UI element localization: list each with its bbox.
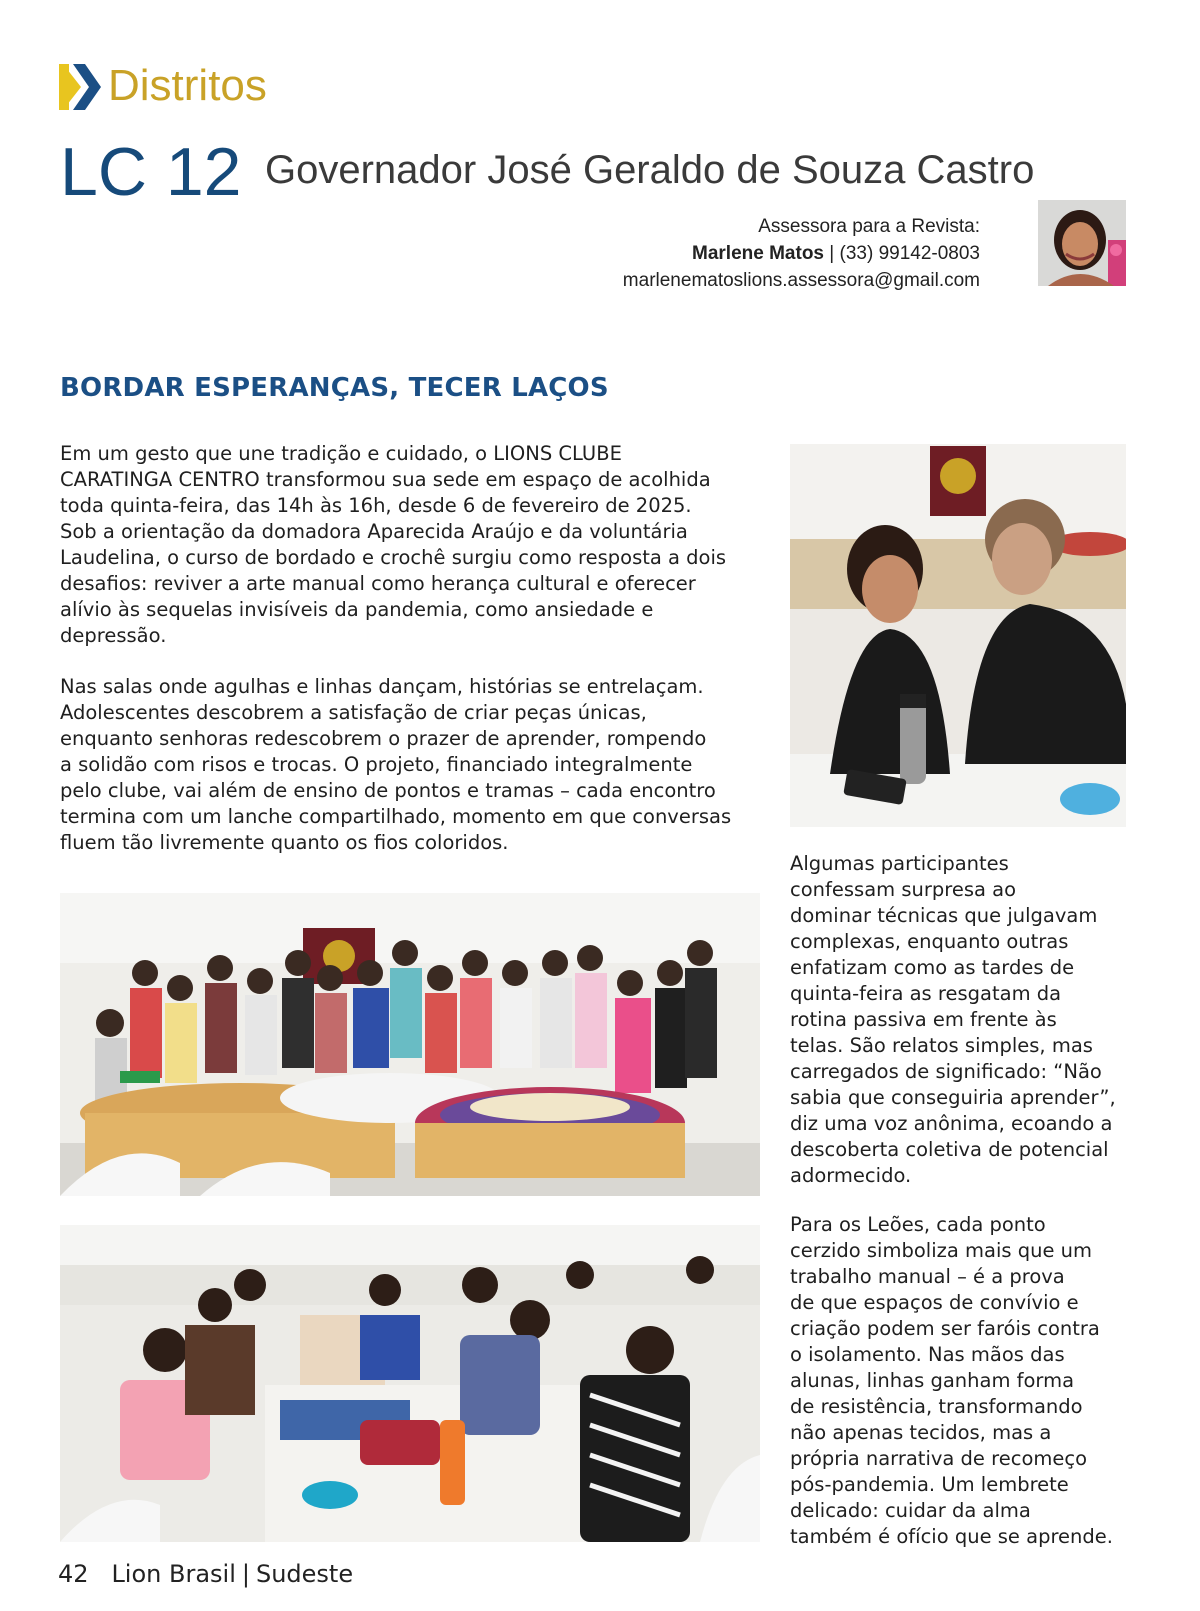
text-line: alunas, linhas ganham forma — [790, 1369, 1075, 1392]
magazine-region: Sudeste — [255, 1560, 354, 1588]
advisor-name-phone: Marlene Matos | (33) 99142-0803 — [692, 243, 980, 264]
text-line: pós-pandemia. Um lembrete — [790, 1473, 1069, 1496]
text-line: criação podem ser faróis contra — [790, 1317, 1100, 1340]
text-line: dominar técnicas que julgavam — [790, 904, 1098, 927]
paragraph-1 — [60, 441, 726, 649]
paragraph-3 — [790, 851, 1116, 1189]
text-line: complexas, enquanto outras — [790, 930, 1069, 953]
photo-crochet-pair — [790, 444, 1126, 827]
advisor-phone: (33) 99142-0803 — [839, 243, 980, 264]
paragraph-4 — [790, 1212, 1113, 1550]
double-chevron-right-icon — [59, 64, 101, 110]
text-line: Algumas participantes — [790, 852, 1009, 875]
section-title: Distritos — [108, 61, 267, 110]
text-line: Em um gesto que une tradição e cuidado, o LIONS CLUBE — [60, 442, 622, 465]
advisor-contact — [623, 213, 980, 294]
text-line: de que espaços de convívio e — [790, 1291, 1079, 1314]
text-line: depressão. — [60, 624, 167, 647]
text-line: quinta-feira as resgatam da — [790, 982, 1062, 1005]
page-footer: 42 Lion Brasil | Sudeste — [58, 1560, 354, 1588]
photo-group — [60, 893, 760, 1196]
text-line: a solidão com risos e trocas. O projeto, financiado integralmente — [60, 753, 693, 776]
text-line: enquanto senhoras redescobrem o prazer de aprender, rompendo — [60, 727, 707, 750]
text-line: de resistência, transformando — [790, 1395, 1083, 1418]
district-code: LC 12 — [60, 134, 242, 210]
text-line: delicado: cuidar da alma — [790, 1499, 1031, 1522]
text-line: Laudelina, o curso de bordado e crochê surgiu como resposta a dois — [60, 546, 727, 569]
advisor-photo — [1038, 200, 1126, 286]
page-number: 42 — [58, 1560, 89, 1588]
text-line: própria narrativa de recomeço — [790, 1447, 1088, 1470]
advisor-email[interactable]: marlenematoslions.assessora@gmail.com — [622, 270, 980, 291]
text-line: confessam surpresa ao — [790, 878, 1017, 901]
text-line: trabalho manual – é a prova — [790, 1265, 1065, 1288]
text-line: rotina passiva em frente às — [790, 1008, 1057, 1031]
text-line: diz uma voz anônima, ecoando a — [790, 1112, 1113, 1135]
text-line: toda quinta-feira, das 14h às 16h, desde 6 de fevereiro de 2025. — [60, 494, 692, 517]
text-line: Sob a orientação da domadora Aparecida Araújo e da voluntária — [60, 520, 688, 543]
text-line: cerzido simboliza mais que um — [790, 1239, 1093, 1262]
text-line: também é ofício que se aprende. — [790, 1525, 1113, 1548]
text-line: pelo clube, vai além de ensino de pontos e tramas – cada encontro — [60, 779, 716, 802]
text-line: sabia que conseguiria aprender”, — [790, 1086, 1116, 1109]
article-headline: BORDAR ESPERANÇAS, TECER LAÇOS — [60, 373, 609, 403]
text-line: termina com um lanche compartilhado, momento em que conversas — [60, 805, 732, 828]
text-line: alívio às sequelas invisíveis da pandemia, como ansiedade e — [60, 598, 654, 621]
text-line: Adolescentes descobrem a satisfação de criar peças únicas, — [60, 701, 647, 724]
text-line: enfatizam como as tardes de — [790, 956, 1075, 979]
text-line: carregados de significado: “Não — [790, 1060, 1102, 1083]
text-line: Para os Leões, cada ponto — [790, 1213, 1046, 1236]
text-line: descoberta coletiva de potencial — [790, 1138, 1109, 1161]
text-line: não apenas tecidos, mas a — [790, 1421, 1052, 1444]
advisor-name: Marlene Matos — [692, 243, 824, 264]
text-line: Nas salas onde agulhas e linhas dançam, histórias se entrelaçam. — [60, 675, 704, 698]
text-line: CARATINGA CENTRO transformou sua sede em espaço de acolhida — [60, 468, 711, 491]
photo-tables — [60, 1225, 760, 1542]
text-line: telas. São relatos simples, mas — [790, 1034, 1093, 1057]
text-line: desafios: reviver a arte manual como herança cultural e oferecer — [60, 572, 696, 595]
governor-name: Governador José Geraldo de Souza Castro — [265, 148, 1035, 192]
paragraph-2 — [60, 674, 731, 856]
magazine-name: Lion Brasil — [111, 1560, 236, 1588]
text-line: fluem tão livremente quanto os fios coloridos. — [60, 831, 509, 854]
advisor-role: Assessora para a Revista: — [758, 216, 980, 237]
text-line: adormecido. — [790, 1164, 912, 1187]
text-line: o isolamento. Nas mãos das — [790, 1343, 1065, 1366]
